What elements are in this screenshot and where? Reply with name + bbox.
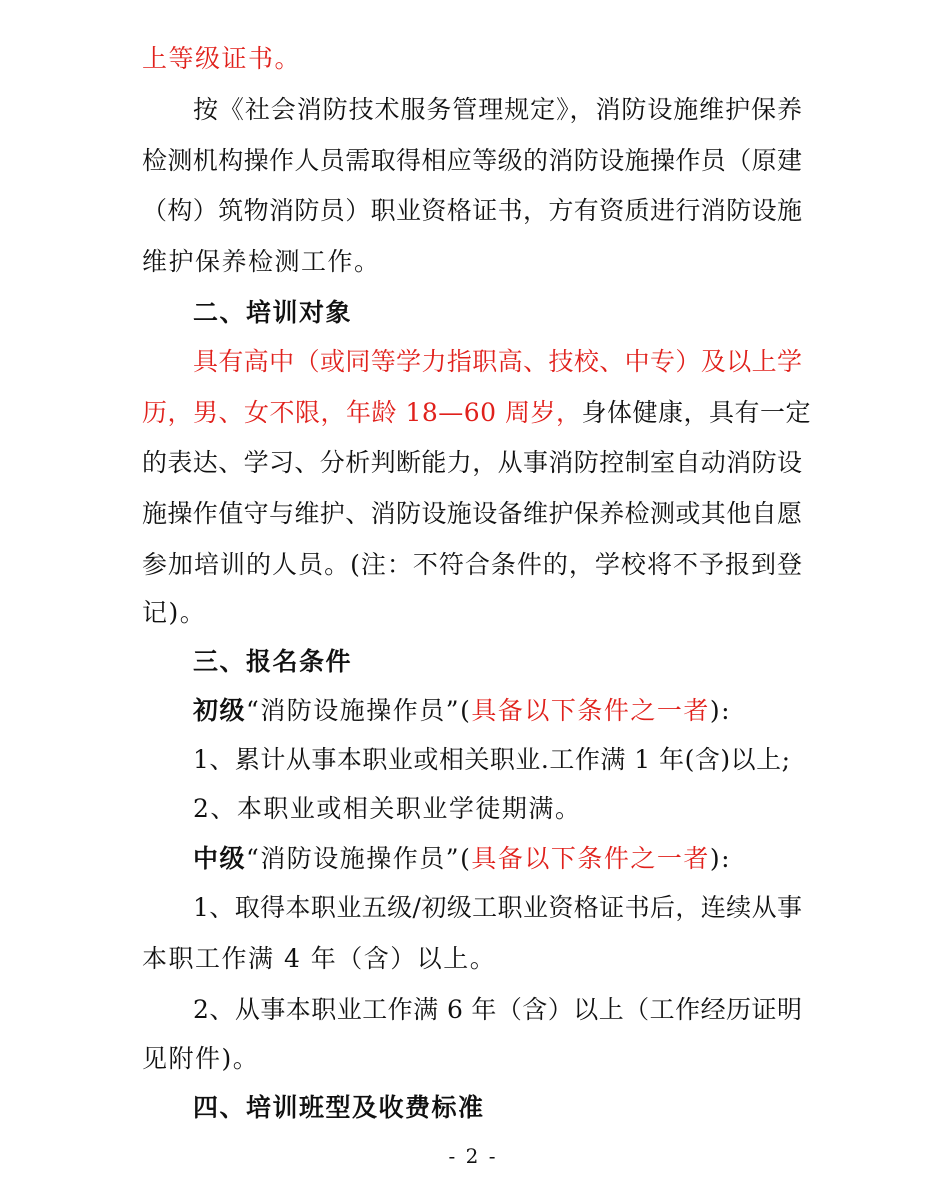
paragraph-line: 按《社会消防技术服务管理规定》，消防设施维护保养: [193, 95, 802, 124]
closing-text: ):: [709, 844, 732, 873]
paragraph-line: 施操作值守与维护、消防设施设备维护保养检测或其他自愿: [142, 499, 802, 528]
paragraph-line: 检测机构操作人员需取得相应等级的消防设施操作员（原建: [142, 146, 802, 175]
job-title: “消防设施操作员”(: [246, 844, 472, 873]
list-item: 2、从事本职业工作满 6 年（含）以上（工作经历证明: [193, 995, 802, 1024]
list-item: 见附件)。: [142, 1044, 260, 1073]
requirement-text: 具备以下条件之一者: [471, 844, 710, 873]
paragraph-line: （构）筑物消防员）职业资格证书，方有资质进行消防设施: [142, 196, 802, 225]
paragraph-line: 记)。: [142, 598, 207, 627]
level-label: 初级: [193, 696, 247, 725]
paragraph-line: 具有高中（或同等学力指职高、技校、中专）及以上学: [193, 347, 802, 376]
paragraph-line: 维护保养检测工作。: [142, 247, 381, 276]
list-item: 1、取得本职业五级/初级工职业资格证书后，连续从事: [193, 893, 802, 922]
section-heading: 三、报名条件: [193, 647, 353, 676]
job-title: “消防设施操作员”(: [246, 696, 472, 725]
page-number: - 2 -: [448, 1144, 498, 1168]
requirement-text: 具备以下条件之一者: [471, 696, 710, 725]
paragraph-line: 参加培训的人员。(注：不符合条件的，学校将不予报到登: [142, 550, 802, 579]
condition-heading: [193, 694, 802, 728]
paragraph-line: 的表达、学习、分析判断能力，从事消防控制室自动消防设: [142, 448, 802, 477]
paragraph-line: [142, 396, 812, 430]
closing-text: ):: [709, 696, 732, 725]
section-heading: 四、培训班型及收费标准: [193, 1093, 485, 1122]
condition-heading: [193, 842, 802, 876]
list-item: 1、累计从事本职业或相关职业.工作满 1 年(含)以上;: [193, 745, 791, 774]
highlighted-text: 历，男、女不限，年龄 18—60 周岁，: [142, 398, 582, 427]
paragraph-line: 上等级证书。: [142, 44, 302, 73]
list-item: 本职工作满 4 年（含）以上。: [142, 944, 497, 973]
section-heading: 二、培训对象: [193, 298, 353, 327]
plain-text: 身体健康，具有一定: [581, 398, 812, 427]
list-item: 2、本职业或相关职业学徒期满。: [193, 794, 582, 823]
level-label: 中级: [193, 844, 247, 873]
